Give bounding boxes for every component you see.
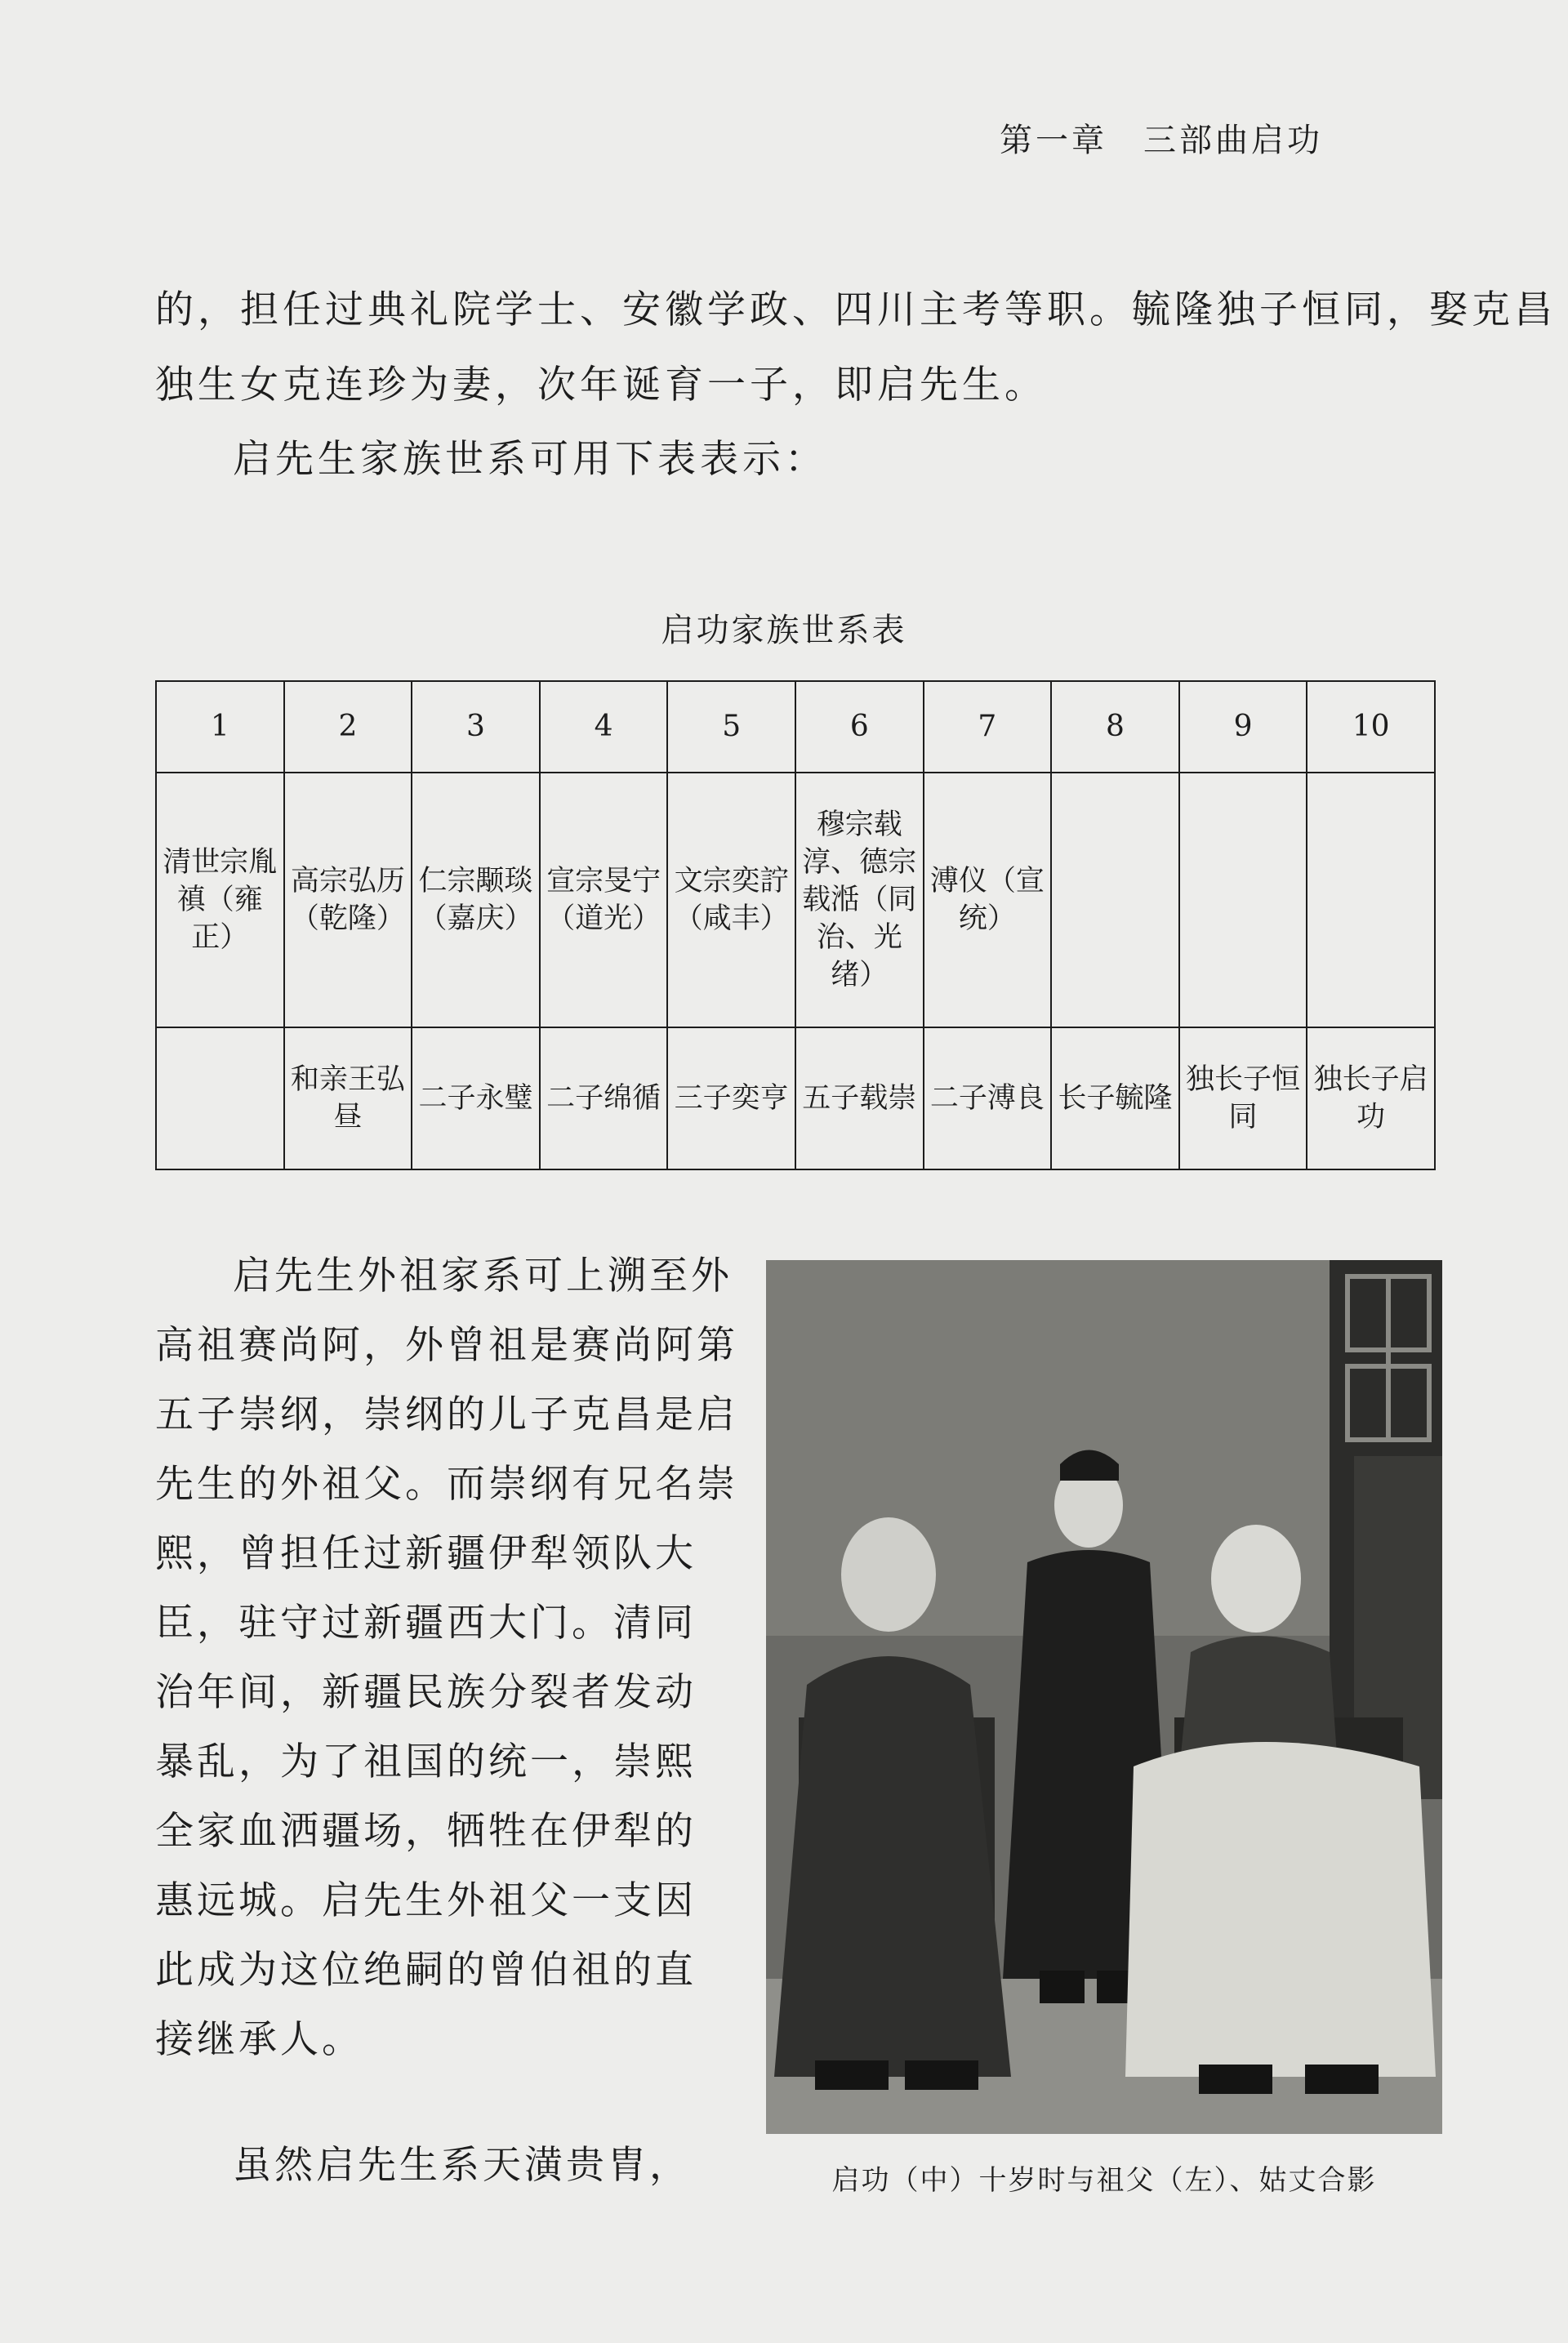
paragraph-line: 接继承人。 — [155, 2017, 363, 2062]
paragraph-line: 全家血洒疆场，牺牲在伊犁的 — [155, 1809, 697, 1854]
photo-caption: 启功（中）十岁时与祖父（左）、姑丈合影 — [831, 2164, 1377, 2197]
running-header: 第一章 三部曲启功 — [1000, 122, 1323, 159]
generation-cell: 6 — [795, 681, 924, 773]
ancestor-cell: 长子毓隆 — [1051, 1027, 1179, 1169]
paragraph-line: 治年间，新疆民族分裂者发动 — [155, 1670, 697, 1715]
ancestor-cell: 独长子启功 — [1307, 1027, 1435, 1169]
lineage-table — [155, 680, 1436, 1170]
paragraph-line: 惠远城。启先生外祖父一支因 — [155, 1878, 697, 1923]
emperor-cell: 宣宗旻宁（道光） — [540, 773, 668, 1027]
generation-cell: 8 — [1051, 681, 1179, 773]
ancestor-cell: 五子载崇 — [795, 1027, 924, 1169]
paragraph-line: 高祖赛尚阿，外曾祖是赛尚阿第 — [155, 1323, 738, 1368]
ancestor-cell: 二子绵循 — [540, 1027, 668, 1169]
ancestor-cell: 二子溥良 — [924, 1027, 1052, 1169]
emperor-cell: 溥仪（宣统） — [924, 773, 1052, 1027]
emperor-cell — [1307, 773, 1435, 1027]
generation-cell: 10 — [1307, 681, 1435, 773]
ancestor-cell: 三子奕亨 — [667, 1027, 795, 1169]
emperor-cell — [1051, 773, 1179, 1027]
ancestor-cell: 独长子恒同 — [1179, 1027, 1307, 1169]
generation-cell: 7 — [924, 681, 1052, 773]
emperor-cell: 高宗弘历（乾隆） — [284, 773, 412, 1027]
ancestor-row — [156, 1027, 1435, 1169]
generation-cell: 3 — [412, 681, 540, 773]
intro-line: 启先生家族世系可用下表表示： — [233, 437, 827, 482]
emperor-cell — [1179, 773, 1307, 1027]
ancestor-cell — [156, 1027, 284, 1169]
table-title: 启功家族世系表 — [661, 612, 907, 649]
paragraph-line: 暴乱，为了祖国的统一，崇熙 — [155, 1739, 697, 1784]
emperor-cell: 文宗奕詝（咸丰） — [667, 773, 795, 1027]
intro-line: 的，担任过典礼院学士、安徽学政、四川主考等职。毓隆独子恒同，娶克昌 — [155, 287, 1557, 332]
generation-cell: 1 — [156, 681, 284, 773]
paragraph-line: 臣，驻守过新疆西大门。清同 — [155, 1601, 697, 1646]
emperor-cell: 穆宗载淳、德宗载湉（同治、光绪） — [795, 773, 924, 1027]
emperor-row — [156, 773, 1435, 1027]
ancestor-cell: 二子永璧 — [412, 1027, 540, 1169]
generation-cell: 9 — [1179, 681, 1307, 773]
paragraph-line: 五子崇纲，崇纲的儿子克昌是启 — [155, 1392, 738, 1437]
emperor-cell: 清世宗胤禛（雍正） — [156, 773, 284, 1027]
generation-cell: 4 — [540, 681, 668, 773]
paragraph-line: 虽然启先生系天潢贵胄， — [233, 2143, 691, 2188]
generation-cell: 2 — [284, 681, 412, 773]
emperor-cell: 仁宗颙琰（嘉庆） — [412, 773, 540, 1027]
paragraph-line: 熙，曾担任过新疆伊犁领队大 — [155, 1531, 697, 1576]
generation-cell: 5 — [667, 681, 795, 773]
family-photo — [766, 1260, 1442, 2134]
ancestor-cell: 和亲王弘昼 — [284, 1027, 412, 1169]
generation-row — [156, 681, 1435, 773]
paragraph-line: 先生的外祖父。而崇纲有兄名崇 — [155, 1462, 738, 1507]
paragraph-line: 此成为这位绝嗣的曾伯祖的直 — [155, 1948, 697, 1993]
intro-line: 独生女克连珍为妻，次年诞育一子，即启先生。 — [155, 363, 1047, 408]
paragraph-line: 启先生外祖家系可上溯至外 — [233, 1254, 733, 1298]
